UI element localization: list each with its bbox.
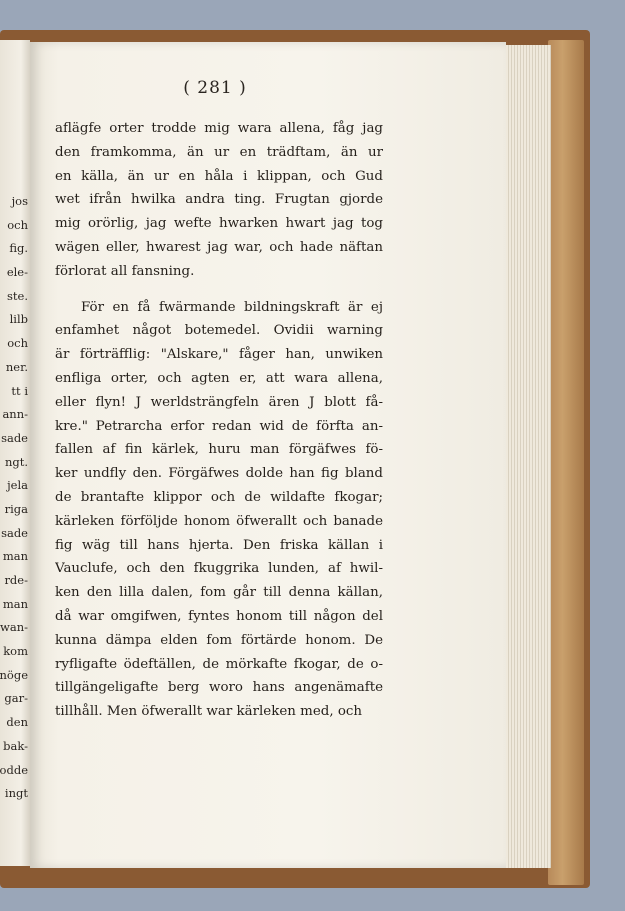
left-page-line: nöge xyxy=(0,667,28,682)
text-line: ryfligafte ödeftällen, de mörkafte fkogar, de o- xyxy=(55,656,383,672)
left-page-line: odde xyxy=(0,762,28,777)
left-page-line: bak- xyxy=(3,738,28,753)
left-page-line: gar- xyxy=(4,691,28,706)
text-line: För en få fwärmande bildningskraft är ej xyxy=(81,299,383,315)
text-line: tillgängeligafte berg woro hans angenämafte xyxy=(55,680,383,696)
left-page-line: och xyxy=(7,217,28,232)
left-page-line: lilb xyxy=(9,312,28,327)
text-line: aflägfe orter trodde mig wara allena, fåg jag xyxy=(55,121,383,136)
page-body xyxy=(55,117,383,724)
text-line: förlorat all fansning. xyxy=(55,263,195,279)
left-page-line: sade xyxy=(1,525,28,540)
text-line: enfamhet något botemedel. Ovidii warning xyxy=(55,323,383,339)
paragraph-2 xyxy=(55,296,383,724)
left-page-line: ste. xyxy=(7,288,28,303)
left-page-line: man xyxy=(2,549,28,564)
left-page-line: man xyxy=(2,596,28,611)
paragraph-1 xyxy=(55,117,383,284)
left-page-line: ner. xyxy=(5,359,28,374)
left-page-line: ngt. xyxy=(4,454,28,469)
text-line: tillhåll. Men öfwerallt war kärleken med, och xyxy=(55,704,363,720)
page-edges xyxy=(503,45,551,868)
text-line: då war omgifwen, fyntes honom till någon del xyxy=(55,608,383,624)
text-line: kre." Petrarcha erfor redan wid de förfta an- xyxy=(55,418,383,434)
text-line: Vauclufe, och den fkuggrika lunden, af hwil- xyxy=(55,561,383,577)
text-line: är förträfflig: "Alskare," fåger han, unwiken xyxy=(55,347,383,363)
text-line: kärleken förföljde honom öfwerallt och banade xyxy=(55,513,383,529)
left-page-line: och xyxy=(7,336,28,351)
text-line: wet ifrån hwilka andra ting. Frugtan gjorde xyxy=(55,192,383,208)
left-page-line: kom xyxy=(3,644,28,659)
left-page-line: den xyxy=(6,715,28,730)
cover-edge xyxy=(548,40,584,885)
left-page-line: rde- xyxy=(4,573,28,587)
left-page-line: tt i xyxy=(11,383,28,398)
page-number: ( 281 ) xyxy=(183,78,247,98)
text-line: fallen af fin kärlek, huru man förgäfwes fö- xyxy=(55,442,383,458)
text-line: mig orörlig, jag wefte hwarken hwart jag tog xyxy=(55,216,383,232)
text-line: wägen eller, hwarest jag war, och hade näftan xyxy=(55,239,383,255)
left-page-line: fig. xyxy=(9,241,28,256)
text-line: ken den lilla dalen, fom går till denna källan, xyxy=(55,585,383,601)
text-line: den framkomma, än ur en trädftam, än ur xyxy=(55,144,383,160)
left-page-line: wan- xyxy=(0,620,28,635)
left-page-line: ingt xyxy=(4,786,28,801)
left-page-line: ann- xyxy=(2,407,28,422)
text-line: de brantafte klippor och de wildafte fkogar; xyxy=(55,489,383,505)
left-page-line: ele- xyxy=(6,265,28,280)
left-page-line: riga xyxy=(4,501,28,516)
text-line: fig wäg till hans hjerta. Den friska källan i xyxy=(55,537,383,553)
text-line: en källa, än ur en håla i klippan, och Gud xyxy=(55,168,383,184)
left-page-line: sade xyxy=(1,430,28,445)
left-page xyxy=(0,40,30,866)
left-page-line: jos xyxy=(11,194,28,208)
left-page-line: jela xyxy=(7,478,28,493)
left-page-fragments xyxy=(0,190,30,806)
paragraph-gap xyxy=(55,284,383,296)
text-line: enfliga orter, och agten er, att wara allena, xyxy=(55,370,383,386)
text-line: ker undfly den. Förgäfwes dolde han fig bland xyxy=(55,466,383,482)
text-line: eller flyn! J werldsträngfeln ären J blott få- xyxy=(55,394,383,410)
text-line: kunna dämpa elden fom förtärde honom. De xyxy=(55,632,383,648)
